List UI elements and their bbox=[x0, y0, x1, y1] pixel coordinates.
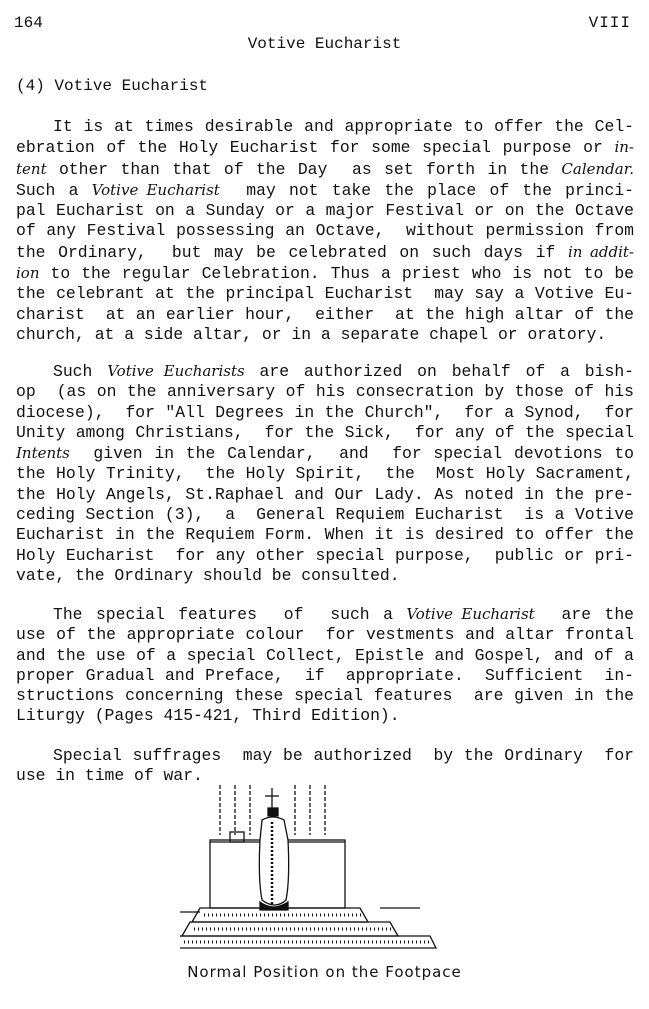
section-heading: (4) Votive Eucharist bbox=[16, 77, 209, 95]
text-line: The special features of such a Votive Eucharist are the bbox=[53, 605, 634, 624]
text-line: proper Gradual and Preface, if appropriate. Sufficient in- bbox=[16, 665, 634, 685]
text-line: op (as on the anniversary of his consecration by those of his bbox=[16, 382, 634, 402]
priest-at-altar-icon bbox=[180, 785, 436, 948]
text-line: the Ordinary, but may be celebrated on such days if in addit- bbox=[16, 242, 634, 262]
chapter-number: VIII bbox=[588, 14, 631, 32]
text-line: Such Votive Eucharists are authorized on behalf of a bish- bbox=[53, 362, 634, 381]
italic-term: Votive Eucharists bbox=[107, 362, 245, 380]
text-line: It is at times desirable and appropriate to offer the Cel- bbox=[53, 117, 634, 136]
text-line: ion to the regular Celebration. Thus a priest who is not to be bbox=[16, 264, 634, 284]
text-line: use in time of war. bbox=[16, 766, 203, 786]
text-line: Such a Votive Eucharist may not take the place of the princi- bbox=[16, 180, 634, 200]
italic-term: tent bbox=[16, 159, 47, 178]
running-title: Votive Eucharist bbox=[247, 35, 402, 53]
text-line: the Holy Trinity, the Holy Spirit, the Most Holy Sacrament, bbox=[16, 464, 634, 484]
text-line: Eucharist in the Requiem Form. When it is desired to offer the bbox=[16, 525, 634, 545]
page-number: 164 bbox=[14, 14, 43, 32]
illustration-caption: Normal Position on the Footpace bbox=[187, 963, 462, 981]
text-line: use of the appropriate colour for vestments and altar frontal bbox=[16, 625, 634, 645]
step-decoration bbox=[184, 915, 432, 942]
text-line: ebration of the Holy Eucharist for some special purpose or in- bbox=[16, 138, 634, 158]
paragraph-2 bbox=[16, 361, 634, 586]
text-line: tent other than that of the Day as set forth in the Calendar. bbox=[16, 159, 634, 179]
text-line: Special suffrages may be authorized by the Ordinary for bbox=[53, 746, 634, 765]
text-line: the celebrant at the principal Eucharist may say a Votive Eu- bbox=[16, 284, 634, 304]
text-line: pal Eucharist on a Sunday or a major Festival or on the Octave bbox=[16, 201, 634, 221]
italic-term: Votive Eucharist bbox=[406, 605, 535, 623]
priest bbox=[259, 808, 288, 910]
text-line: vate, the Ordinary should be consulted. bbox=[16, 565, 400, 585]
text-line: ceding Section (3), a General Requiem Eucharist is a Votive bbox=[16, 505, 634, 525]
text-line: and the use of a special Collect, Epistle and Gospel, and of a bbox=[16, 645, 634, 665]
italic-term: Votive Eucharist bbox=[91, 180, 220, 199]
text-line: of any Festival possessing an Octave, without permission from bbox=[16, 221, 634, 241]
italic-term: ion bbox=[16, 264, 40, 283]
text-line: Holy Eucharist for any other special purpose, public or pri- bbox=[16, 545, 634, 565]
italic-term: Calendar. bbox=[561, 159, 634, 178]
text-line: Liturgy (Pages 415-421, Third Edition). bbox=[16, 706, 400, 726]
italic-term: in- bbox=[614, 138, 634, 157]
italic-term: Intents bbox=[16, 444, 70, 463]
paragraph-3 bbox=[16, 604, 634, 727]
text-line: Intents given in the Calendar, and for special devotions to bbox=[16, 444, 634, 464]
italic-term: in addit- bbox=[567, 242, 634, 261]
text-line: Unity among Christians, for the Sick, for any of the special bbox=[16, 422, 634, 442]
paragraph-1 bbox=[16, 117, 634, 345]
text-line: structions concerning these special features are given in the bbox=[16, 686, 634, 706]
altar-illustration bbox=[180, 780, 465, 950]
text-line: diocese), for "All Degrees in the Church", for a Synod, for bbox=[16, 402, 634, 422]
text-line: church, at a side altar, or in a separate chapel or oratory. bbox=[16, 324, 607, 344]
text-line: charist at an earlier hour, either at the high altar of the bbox=[16, 304, 634, 324]
text-line: the Holy Angels, St.Raphael and Our Lady. As noted in the pre- bbox=[16, 484, 634, 504]
